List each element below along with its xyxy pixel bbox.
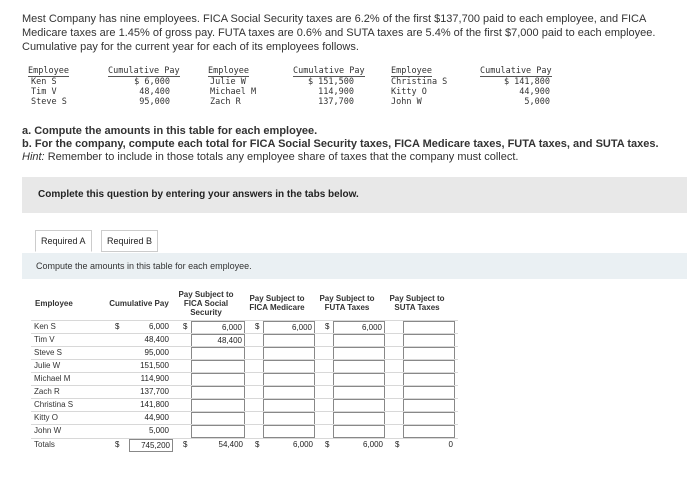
given-cumulative-pay: 137,700	[318, 97, 354, 107]
fica-medicare-input[interactable]	[263, 425, 315, 438]
cumulative-pay-value: 151,500	[140, 361, 169, 370]
fica-ss-input[interactable]: 6,000	[191, 321, 245, 334]
table-row	[31, 359, 458, 373]
employee-name: Christina S	[34, 400, 74, 409]
pay-header: Cumulative Pay	[480, 66, 552, 76]
dollar-sign: $	[255, 322, 260, 331]
dollar-sign: $	[255, 440, 260, 449]
dollar-sign: $	[115, 322, 120, 331]
cumulative-pay-value: 141,800	[140, 400, 169, 409]
hint-text: Remember to include in those totals any employee share of taxes that the company must collect.	[47, 151, 519, 163]
employee-name: John W	[34, 426, 62, 435]
cumulative-pay-value: 114,900	[140, 374, 169, 383]
cumulative-pay-value: 137,700	[140, 387, 169, 396]
given-cumulative-pay: 114,900	[318, 87, 354, 97]
given-cumulative-pay: 48,400	[139, 87, 170, 97]
given-employee-name: Christina S	[391, 77, 448, 87]
employee-name: Tim V	[34, 335, 55, 344]
total-suta: 0	[448, 440, 453, 449]
futa-input[interactable]	[333, 425, 385, 438]
table-row	[31, 398, 458, 412]
table-row	[31, 333, 458, 347]
table-row	[31, 320, 458, 334]
instruction-banner	[22, 177, 687, 213]
col-header-suta: Pay Subject to SUTA Taxes	[389, 294, 445, 312]
problem-intro: Mest Company has nine employees. FICA Social Security taxes are 6.2% of the first $137,700 paid to each employee, and FICA Medicare taxes are 1.45% of gross pay. FUTA taxes are 0.6% and SUTA taxes are 5.4% of the first $7,000 paid to each employee. Cumulative pay for the current year for each of its employees follows.	[22, 13, 656, 53]
employee-header: Employee	[391, 66, 432, 76]
question-b-label: b.	[22, 138, 32, 150]
col-header-fica-medicare: Pay Subject to FICA Medicare	[249, 294, 305, 312]
pay-header: Cumulative Pay	[108, 66, 180, 76]
total-futa: 6,000	[362, 440, 383, 449]
employee-name: Kitty O	[34, 413, 59, 422]
hint-label: Hint:	[22, 151, 45, 163]
suta-input[interactable]	[403, 425, 455, 438]
col-header-futa: Pay Subject to FUTA Taxes	[319, 294, 375, 312]
col-header-cumulative: Cumulative Pay	[109, 298, 169, 308]
total-cumulative-pay: 745,200	[129, 439, 173, 452]
given-employee-name: Zach R	[210, 97, 241, 107]
table-row	[31, 411, 458, 425]
given-employee-name: Kitty O	[391, 87, 427, 97]
cumulative-pay-value: 44,900	[144, 413, 169, 422]
question-a: a. Compute the amounts in this table for each employee.	[22, 125, 318, 137]
total-fica-ss: 54,400	[218, 440, 243, 449]
table-row	[31, 424, 458, 438]
table-row	[31, 385, 458, 399]
given-employee-name: Steve S	[31, 97, 67, 107]
given-cumulative-pay: $ 141,800	[503, 77, 550, 87]
tab-instruction	[22, 253, 687, 279]
dollar-sign: $	[115, 440, 120, 449]
given-employee-name: Ken S	[31, 77, 57, 87]
cumulative-pay-value: 6,000	[148, 322, 169, 331]
totals-label: Totals	[34, 440, 55, 449]
employee-name: Julie W	[34, 361, 61, 370]
given-cumulative-pay: 95,000	[139, 97, 170, 107]
tab-required-a[interactable]: Required A	[35, 230, 92, 252]
pay-header: Cumulative Pay	[293, 66, 365, 76]
fica-ss-input[interactable]	[191, 425, 245, 438]
cumulative-pay-value: 48,400	[144, 335, 169, 344]
given-employee-name: John W	[391, 97, 422, 107]
dollar-sign: $	[325, 322, 330, 331]
given-cumulative-pay: $ 6,000	[134, 77, 170, 87]
dollar-sign: $	[325, 440, 330, 449]
question-b: For the company, compute each total for FICA Social Security taxes, FICA Medicare taxes, FUTA taxes, and SUTA taxes.	[34, 138, 659, 150]
answer-table	[31, 286, 458, 478]
given-employee-name: Tim V	[31, 87, 57, 97]
tab-instruction-text: Compute the amounts in this table for each employee.	[36, 261, 252, 271]
employee-name: Ken S	[34, 322, 56, 331]
employee-name: Steve S	[34, 348, 63, 357]
employee-header: Employee	[28, 66, 69, 76]
given-cumulative-pay: 5,000	[524, 97, 550, 107]
employee-name: Zach R	[34, 387, 60, 396]
cumulative-pay-value: 5,000	[148, 426, 169, 435]
totals-row	[31, 438, 458, 452]
given-employee-name: Michael M	[210, 87, 257, 97]
table-row	[31, 346, 458, 360]
total-fica-medicare: 6,000	[292, 440, 313, 449]
employee-header: Employee	[208, 66, 249, 76]
employee-name: Michael M	[34, 374, 71, 383]
dollar-sign: $	[183, 440, 188, 449]
given-cumulative-pay: $ 151,500	[307, 77, 354, 87]
given-employee-name: Julie W	[210, 77, 246, 87]
col-header-fica-ss: Pay Subject to FICA Social Security	[178, 289, 234, 317]
fica-ss-input[interactable]: 48,400	[191, 334, 245, 347]
question-text	[22, 125, 682, 164]
fica-medicare-input[interactable]: 6,000	[263, 321, 315, 334]
table-row	[31, 372, 458, 386]
banner-text: Complete this question by entering your answers in the tabs below.	[38, 189, 359, 200]
dollar-sign: $	[183, 322, 188, 331]
given-cumulative-pay: 44,900	[519, 87, 550, 97]
tab-required-b[interactable]: Required B	[101, 230, 158, 252]
dollar-sign: $	[395, 440, 400, 449]
futa-input[interactable]: 6,000	[333, 321, 385, 334]
col-header-employee: Employee	[35, 298, 73, 308]
cumulative-pay-value: 95,000	[144, 348, 169, 357]
